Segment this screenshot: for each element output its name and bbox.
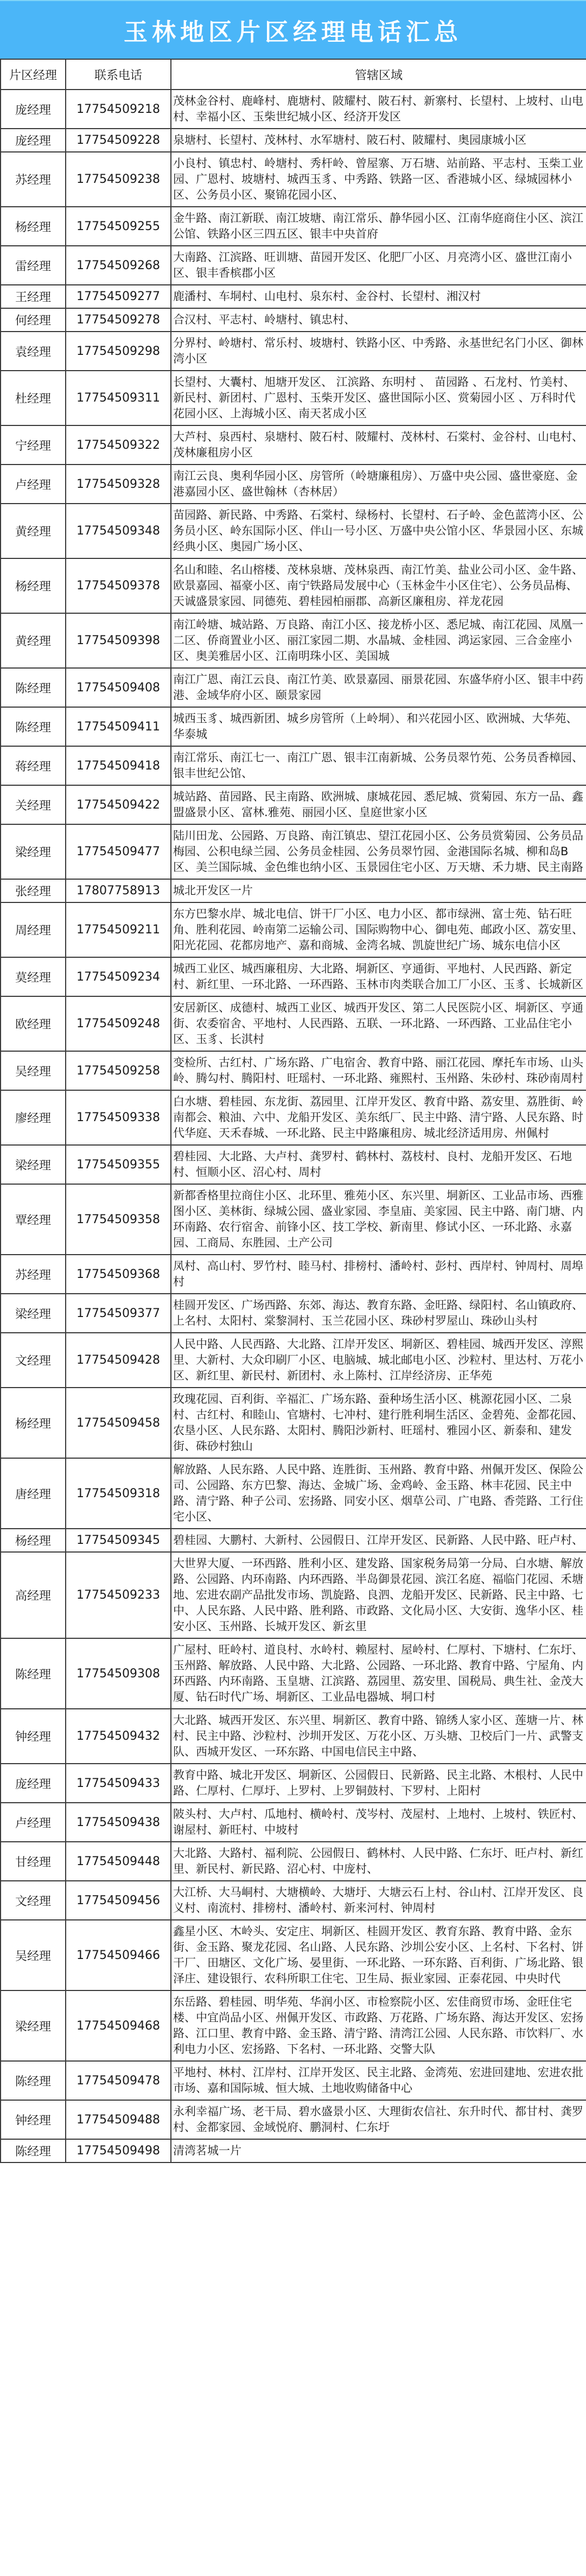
table-row: [1, 1294, 586, 1333]
table-row: [1, 1803, 586, 1842]
table-row: [1, 1090, 586, 1145]
table-row: [1, 1842, 586, 1881]
service-area: 鑫星小区、木岭头、安定庄、垌新区、桂圆开发区、教育东路、教育中路、金东街、金玉路、聚龙花园、名山路、人民东路、沙圳公安小区、上名村、下名村、饼干厂、田塘区、文化广场、晏里街、一环北路、一环东路、百利街、广场北路、银泽庄、建设银行、农科所职工住宅、卫生局、振业家园、正泰花园、中央时代: [171, 1920, 586, 1990]
table-header-row: [1, 59, 586, 90]
phone-number[interactable]: 17754509358: [66, 1184, 171, 1255]
phone-number[interactable]: 17754509248: [66, 996, 171, 1051]
service-area: 变检所、古红村、广场东路、广电宿舍、教育中路、丽江花园、摩托车市场、山头岭、腾勾村、腾阳村、旺瑶村、一环北路、雍熙村、玉州路、朱砂村、珠砂南周村: [171, 1051, 586, 1090]
table-row: [1, 1333, 586, 1388]
service-area: 陆川田龙、公园路、万良路、南江镇忠、望江花园小区、公务员赏菊园、公务员品梅园、公积电绿兰园、公务员金桂园、公务员翠竹园、金港国际名城、柳和岛B区、美兰国际城、金色维也纳小区、玉景园住宅小区、万天塘、禾力塘、民主南路: [171, 824, 586, 879]
service-area: 苗园路、新民路、中秀路、石棠村、绿杨村、长望村、石子岭、金色蓝湾小区、公务员小区、岭东国际小区、伴山一号小区、万盛中央公馆小区、华景园小区、东城经典小区、奥园广场小区、: [171, 504, 586, 558]
phone-number[interactable]: 17754509458: [66, 1388, 171, 1458]
table-row: [1, 371, 586, 425]
phone-number[interactable]: 17754509311: [66, 371, 171, 425]
table-row: [1, 707, 586, 746]
phone-number[interactable]: 17754509432: [66, 1709, 171, 1764]
manager-name: 蒋经理: [1, 746, 66, 785]
phone-number[interactable]: 17754509378: [66, 558, 171, 613]
service-area: 泉塘村、长望村、茂林村、水军塘村、陂石村、陂耀村、奥园康城小区: [171, 129, 586, 152]
table-row: [1, 90, 586, 129]
phone-number[interactable]: 17754509322: [66, 425, 171, 465]
phone-number[interactable]: 17754509478: [66, 2061, 171, 2100]
manager-name: 苏经理: [1, 1255, 66, 1294]
page-title: 玉林地区片区经理电话汇总: [124, 18, 462, 46]
manager-name: 杜经理: [1, 371, 66, 425]
manager-name: 张经理: [1, 879, 66, 902]
service-area: 大南路、江滨路、旺训塘、苗园开发区、化肥厂小区、月亮湾小区、盛世江南小区、银丰香槟郡小区: [171, 246, 586, 285]
phone-number[interactable]: 17754509328: [66, 465, 171, 504]
table-row: [1, 285, 586, 308]
manager-name: 周经理: [1, 902, 66, 957]
service-area: 清湾茗城一片: [171, 2139, 586, 2162]
phone-number[interactable]: 17754509355: [66, 1145, 171, 1184]
service-area: 凤村、高山村、罗竹村、睦马村、排榜村、潘岭村、彭村、西岸村、钟周村、周埠村: [171, 1255, 586, 1294]
manager-name: 高经理: [1, 1552, 66, 1638]
manager-name: 王经理: [1, 285, 66, 308]
phone-number[interactable]: 17754509318: [66, 1458, 171, 1529]
table-row: [1, 558, 586, 613]
manager-name: 欧经理: [1, 996, 66, 1051]
table-row: [1, 207, 586, 246]
service-area: 小良村、镇忠村、岭塘村、秀杆岭、曾屋寨、万石塘、站前路、平志村、玉柴工业园、广恩村、坡塘村、城西玉豸、中秀路、铁路一区、香港城小区、绿城园林小区、公务员小区、聚锦花园小区、: [171, 152, 586, 207]
service-area: 永利幸福广场、老干局、碧水盛景小区、大理街农信社、东升时代、都甘村、龚罗村、金都家园、金域悦府、鹏洞村、仁东圩: [171, 2100, 586, 2139]
table-row: [1, 1764, 586, 1803]
service-area: 长望村、大囊村、旭塘开发区、 江滨路、东明村 、 苗园路 、石龙村、竹美村、新民村、新团村、广恩村、玉柴开发区、盛世国际小区、赏菊园小区 、万科时代花园小区、上海城小区、南天茗成小区: [171, 371, 586, 425]
service-area: 人民中路、人民西路、大北路、江岸开发区、垌新区、碧桂园、城西开发区、淳熙里、大新村、大众印刷厂小区、电脑城、城北邮电小区、沙粒村、里达村、万花小区、新红里、新民村、新团村、永上陈村、江岸经济房、正华苑: [171, 1333, 586, 1388]
table-row: [1, 668, 586, 707]
phone-number[interactable]: 17754509228: [66, 129, 171, 152]
service-area: 安居新区、成德村、城西工业区、城西开发区、第二人民医院小区、垌新区、亨通街、农委宿舍、平地村、人民西路、五联、一环北路、一环西路、工业品住宅小区、玉豸、长淇村: [171, 996, 586, 1051]
table-row: [1, 1552, 586, 1638]
table-row: [1, 1881, 586, 1920]
phone-number[interactable]: 17754509345: [66, 1529, 171, 1552]
manager-name: 杨经理: [1, 558, 66, 613]
table-body: [1, 90, 586, 2162]
phone-number[interactable]: 17754509277: [66, 285, 171, 308]
service-area: 城站路、苗园路、民主南路、欧洲城、康城花园、悉尼城、赏菊园、东方一品、鑫盟盛景小区、富林.雅苑、丽园小区、皇庭世家小区: [171, 785, 586, 824]
table-row: [1, 1529, 586, 1552]
service-area: 解放路、人民东路、人民中路、连胜街、玉州路、教育中路、州佩开发区、保险公司、公园路、东方巴黎、海达、金城广场、金鸡岭、金玉路、林丰花园、民主中路、清宁路、种子公司、宏扬路、同安小区、烟草公司、广电路、香莞路、工行住宅小区、: [171, 1458, 586, 1529]
service-area: 白水塘、碧桂园、东龙街、荔园里、江岸开发区、教育中路、荔安里、荔胜街、岭南都会、粮油、六中、龙船开发区、美东纸厂、民主中路、清宁路、人民东路、时代华庭、天禾春城、一环北路、民主中路廉租房、城北经济适用房、州佩村: [171, 1090, 586, 1145]
manager-name: 梁经理: [1, 1294, 66, 1333]
manager-name: 甘经理: [1, 1842, 66, 1881]
manager-name: 袁经理: [1, 332, 66, 371]
service-area: 碧桂园、大北路、大卢村、龚罗村、鹤林村、荔枝村、良村、龙船开发区、石地村、恒顺小区、沼心村、周村: [171, 1145, 586, 1184]
manager-name: 陈经理: [1, 707, 66, 746]
phone-number[interactable]: 17754509233: [66, 1552, 171, 1638]
manager-name: 文经理: [1, 1333, 66, 1388]
table-row: [1, 246, 586, 285]
phone-number[interactable]: 17754509258: [66, 1051, 171, 1090]
table-row: [1, 504, 586, 558]
manager-name: 黄经理: [1, 504, 66, 558]
table-row: [1, 152, 586, 207]
table-row: [1, 1638, 586, 1709]
phone-number[interactable]: 17754509433: [66, 1764, 171, 1803]
table-row: [1, 879, 586, 902]
service-area: 新都香格里拉商住小区、北环里、雅苑小区、东兴里、垌新区、工业品市场、西雅图小区、美林街、绿城公园、盛业家园、李皇庙、美家园、民主中路、南门塘、内环南路、农行宿舍、前锋小区、技工学校、新南里、修试小区、一环北路、永嘉园、工商局、东胜园、土产公司: [171, 1184, 586, 1255]
phone-number[interactable]: 17754509477: [66, 824, 171, 879]
service-area: 平地村、林村、江岸村、江岸开发区、民主北路、金湾苑、宏进回建地、宏进农批市场、嘉和国际城、恒大城、土地收购储备中心: [171, 2061, 586, 2100]
column-header-phone: 联系电话: [66, 59, 171, 90]
phone-number[interactable]: 17754509408: [66, 668, 171, 707]
manager-name: 陈经理: [1, 1638, 66, 1709]
manager-name: 梁经理: [1, 1990, 66, 2061]
manager-name: 文经理: [1, 1881, 66, 1920]
phone-number[interactable]: 17754509234: [66, 957, 171, 996]
phone-number[interactable]: 17754509456: [66, 1881, 171, 1920]
table-row: [1, 824, 586, 879]
manager-name: 陈经理: [1, 2139, 66, 2162]
service-area: 大北路、大路村、福利院、公园假日、鹤林村、人民中路、仁东圩、旺卢村、新红里、新民村、新民路、沼心村、中庞村、: [171, 1842, 586, 1881]
service-area: 桂圆开发区、广场西路、东郊、海达、教育东路、金旺路、绿阳村、名山镇政府、上名村、太阳村、棠黎洞村、玉兰花园小区、珠砂村罗屋山、珠砂山头村: [171, 1294, 586, 1333]
table-row: [1, 332, 586, 371]
service-area: 南江岭塘、城站路、万良路、南江小区、接龙桥小区、悉尼城、南江花园、凤凰一二区、侨商置业小区、丽江家园二期、水晶城、金桂园、鸿运家园、三合金座小区、奥美雅居小区、江南明珠小区、美国城: [171, 613, 586, 668]
manager-name: 杨经理: [1, 207, 66, 246]
service-area: 南江广恩、南江云良、南江竹美、欧景嘉园、丽景花园、东盛华府小区、银丰中药港、金域华府小区、颐景家园: [171, 668, 586, 707]
table-row: [1, 902, 586, 957]
manager-name: 宁经理: [1, 425, 66, 465]
service-area: 东岳路、碧桂园、明华苑、华润小区、市检察院小区、宏佳商贸市场、金旺住宅楼、中宜尚品小区、州佩开发区、市政路、万花路、广场东路、海达开发区、宏扬路、江口里、教育中路、金玉路、清宁路、清湾江公园、人民东路、市饮料厂、水利电力小区、宏扬路、下名村、一环北路、交警大队: [171, 1990, 586, 2061]
table-row: [1, 1388, 586, 1458]
table-row: [1, 129, 586, 152]
phone-number[interactable]: 17754509377: [66, 1294, 171, 1333]
manager-name: 吴经理: [1, 1051, 66, 1090]
manager-name: 雷经理: [1, 246, 66, 285]
manager-name: 黄经理: [1, 613, 66, 668]
table-row: [1, 1145, 586, 1184]
phone-number[interactable]: 17754509498: [66, 2139, 171, 2162]
table-row: [1, 1051, 586, 1090]
service-area: 分界村、岭塘村、常乐村、坡塘村、铁路小区、中秀路、永基世纪名门小区、御林湾小区: [171, 332, 586, 371]
service-area: 教育中路、城北开发区、垌新区、公园假日、民新路、民主北路、木根村、人民中路、仁厚村、仁厚圩、上罗村、上罗铜鼓村、下罗村、上阳村: [171, 1764, 586, 1803]
phone-number[interactable]: 17754509298: [66, 332, 171, 371]
service-area: 广屋村、旺岭村、道良村、水岭村、赖屋村、屋岭村、仁厚村、下塘村、仁东圩、玉州路、解放路、人民中路、大北路、公园路、一环北路、教育中路、宁屋角、内环西路、内环南路、玉皇塘、江滨路、荔园里、荔安里、国税局、典生社、金茂大厦、钻石时代广场、垌新区、工业品电器城、垌口村: [171, 1638, 586, 1709]
manager-name: 陈经理: [1, 2061, 66, 2100]
phone-number[interactable]: 17754509466: [66, 1920, 171, 1990]
phone-number[interactable]: 17754509468: [66, 1990, 171, 2061]
phone-number[interactable]: 17754509418: [66, 746, 171, 785]
table-row: [1, 1709, 586, 1764]
phone-number[interactable]: 17754509338: [66, 1090, 171, 1145]
phone-number[interactable]: 17754509268: [66, 246, 171, 285]
table-row: [1, 2100, 586, 2139]
manager-name: 廖经理: [1, 1090, 66, 1145]
manager-name: 覃经理: [1, 1184, 66, 1255]
manager-name: 莫经理: [1, 957, 66, 996]
manager-name: 梁经理: [1, 824, 66, 879]
service-area: 南江云良、奥利华园小区、房管所（岭塘廉租房）、万盛中央公园、盛世豪庭、金港嘉园小区、盛世翰林（杏林居）: [171, 465, 586, 504]
manager-name: 梁经理: [1, 1145, 66, 1184]
phone-number[interactable]: 17754509488: [66, 2100, 171, 2139]
manager-name: 钟经理: [1, 1709, 66, 1764]
phone-number[interactable]: 17754509278: [66, 308, 171, 332]
column-header-area: 管辖区域: [171, 59, 586, 90]
phone-number[interactable]: 17754509211: [66, 902, 171, 957]
service-area: 金牛路、南江新联、南江坡塘、南江常乐、静华园小区、江南华庭商住小区、滨江公馆、铁路小区三四五区、银丰中央首府: [171, 207, 586, 246]
service-area: 名山和睦、名山榕楼、茂林泉塘、茂林泉西、南江竹美、盐业公司小区、金牛路、欧景嘉园、福豪小区、南宁铁路局发展中心（玉林金牛小区住宅）、公务员品梅、天诚盛景家园、同德苑、碧桂园柏丽郡、高新区廉租房、祥龙花园: [171, 558, 586, 613]
service-area: 东方巴黎水岸、城北电信、饼干厂小区、电力小区、都市绿洲、富士苑、钻石旺角、胜利花园、岭南第二运输公司、国际购物中心、御电苑、邮政小区、荔安里、阳光花园、花都房地产、嘉和商城、金湾名城、凯旋世纪广场、城东电信小区: [171, 902, 586, 957]
table-row: [1, 996, 586, 1051]
service-area: 南江常乐、南江七一、南江广恩、银丰江南新城、公务员翠竹苑、公务员香樟园、银丰世纪公馆、: [171, 746, 586, 785]
table-row: [1, 308, 586, 332]
manager-name: 杨经理: [1, 1388, 66, 1458]
service-area: 碧桂园、大鹏村、大新村、公园假日、江岸开发区、民新路、人民中路、旺卢村、: [171, 1529, 586, 1552]
service-area: 大世界大厦、一环西路、胜利小区、建发路、国家税务局第一分局、白水塘、解放路、公园路、内环南路、内环西路、半岛御景花园、滨江名庭、福临门花园、禾塘地、宏进农副产品批发市场、凯旋路、良泗、龙船开发区、民新路、民主中路、七中、人民东路、人民中路、胜利路、市政路、文化局小区、大安街、逸华小区、桂安小区、玉州路、长城开发区、新玄里: [171, 1552, 586, 1638]
service-area: 大北路、城西开发区、东兴里、垌新区、教育中路、锦绣人家小区、莲塘一片、林村、民主中路、沙粒村、沙圳开发区、万花小区、万头塘、卫校后门一片、武警支队、西城开发区、一环东路、中国电信民主中路、: [171, 1709, 586, 1764]
phone-number[interactable]: 17754509411: [66, 707, 171, 746]
table-row: [1, 1990, 586, 2061]
manager-name: 苏经理: [1, 152, 66, 207]
phone-number[interactable]: 17754509308: [66, 1638, 171, 1709]
manager-name: 庞经理: [1, 90, 66, 129]
service-area: 城北开发区一片: [171, 879, 586, 902]
phone-number[interactable]: 17754509398: [66, 613, 171, 668]
manager-name: 何经理: [1, 308, 66, 332]
table-row: [1, 1184, 586, 1255]
phone-number[interactable]: 17754509238: [66, 152, 171, 207]
manager-name: 卢经理: [1, 465, 66, 504]
service-area: 陂头村、大卢村、瓜地村、横岭村、茂岑村、茂屋村、上地村、上坡村、铁匠村、谢屋村、新旺村、中坡村: [171, 1803, 586, 1842]
table-row: [1, 957, 586, 996]
phone-number[interactable]: 17807758913: [66, 879, 171, 902]
service-area: 鹿潘村、车垌村、山电村、泉东村、金谷村、长望村、湘汉村: [171, 285, 586, 308]
manager-contact-table: [0, 59, 586, 2163]
manager-name: 唐经理: [1, 1458, 66, 1529]
table-row: [1, 613, 586, 668]
table-row: [1, 465, 586, 504]
service-area: 茂林金谷村、鹿峰村、鹿塘村、陂耀村、陂石村、新寨村、长望村、上坡村、山电村、幸福小区、玉柴世纪城小区、经济开发区: [171, 90, 586, 129]
phone-number[interactable]: 17754509255: [66, 207, 171, 246]
table-row: [1, 746, 586, 785]
phone-number[interactable]: 17754509218: [66, 90, 171, 129]
table-row: [1, 1920, 586, 1990]
service-area: 大芦村、泉西村、泉塘村、陂石村、陂耀村、茂林村、石棠村、金谷村、山电村、茂林廉租房小区: [171, 425, 586, 465]
phone-number[interactable]: 17754509448: [66, 1842, 171, 1881]
manager-name: 吴经理: [1, 1920, 66, 1990]
phone-number[interactable]: 17754509428: [66, 1333, 171, 1388]
service-area: 大江桥、大马峒村、大塘横岭、大塘圩、大塘云石上村、谷山村、江岸开发区、良义村、南流村、排榜村、潘岭村、新来河村、钟周村: [171, 1881, 586, 1920]
manager-name: 杨经理: [1, 1529, 66, 1552]
manager-name: 庞经理: [1, 1764, 66, 1803]
phone-number[interactable]: 17754509438: [66, 1803, 171, 1842]
phone-number[interactable]: 17754509348: [66, 504, 171, 558]
service-area: 城西玉豸、城西新团、城乡房管所（上岭垌）、和兴花园小区、欧洲城、大华苑、华泰城: [171, 707, 586, 746]
table-row: [1, 1458, 586, 1529]
service-area: 城西工业区、城西廉租房、大北路、垌新区、亨通街、平地村、人民西路、新定村、新红里、一环北路、一环西路、玉林市肉类联合加工厂小区、玉豸、长城新区: [171, 957, 586, 996]
column-header-manager: 片区经理: [1, 59, 66, 90]
service-area: 玫瑰花园、百利街、辛福汇、广场东路、蚕种场生活小区、桃源花园小区、二泉村、古红村、和睦山、官塘村、七冲村、建行胜利垌生活区、金碧苑、金都花园、农垦小区、人民东路、太阳村、腾阳沙新村、旺瑶村、雅园小区、新泰和、建发街、硃砂村独山: [171, 1388, 586, 1458]
table-row: [1, 1255, 586, 1294]
service-area: 合汉村、平志村、岭塘村、镇忠村、: [171, 308, 586, 332]
manager-name: 钟经理: [1, 2100, 66, 2139]
table-row: [1, 785, 586, 824]
manager-name: 卢经理: [1, 1803, 66, 1842]
phone-number[interactable]: 17754509422: [66, 785, 171, 824]
table-row: [1, 2061, 586, 2100]
table-row: [1, 2139, 586, 2162]
manager-name: 陈经理: [1, 668, 66, 707]
phone-number[interactable]: 17754509368: [66, 1255, 171, 1294]
manager-name: 关经理: [1, 785, 66, 824]
manager-name: 庞经理: [1, 129, 66, 152]
table-row: [1, 425, 586, 465]
title-banner: [0, 0, 586, 59]
